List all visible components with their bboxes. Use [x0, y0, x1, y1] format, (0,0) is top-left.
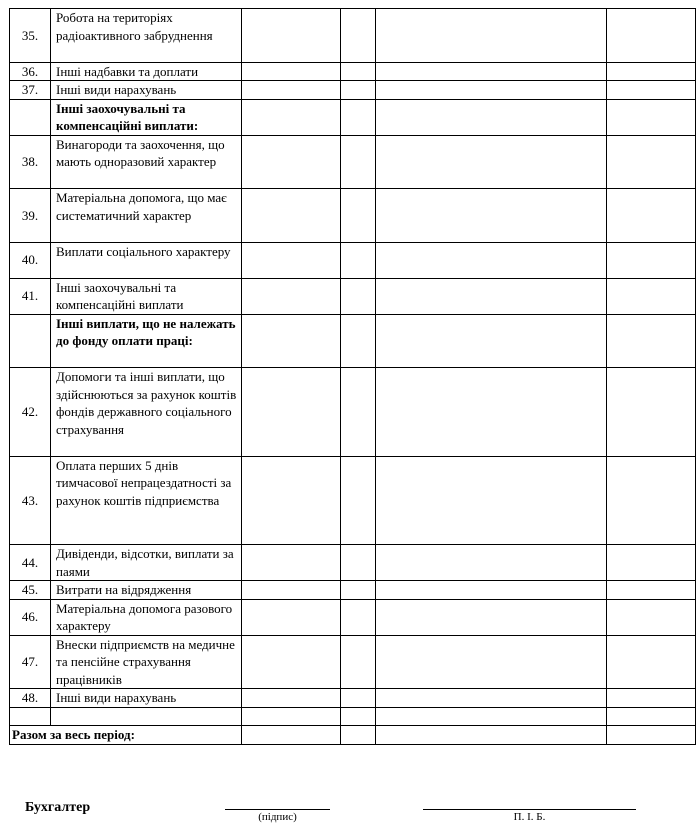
table-cell [607, 707, 696, 726]
row-number: 40. [10, 242, 51, 278]
row-name: Матеріальна допомога, що має систематичний характер [51, 189, 242, 243]
table-cell [242, 189, 341, 243]
table-cell [607, 62, 696, 81]
table-cell [376, 689, 607, 708]
row-number: 43. [10, 456, 51, 545]
table-cell [341, 707, 376, 726]
table-row [10, 707, 696, 726]
table-cell [341, 81, 376, 100]
row-name: Виплати соціального характеру [51, 242, 242, 278]
total-label: Разом за весь період: [10, 726, 242, 745]
table-cell [242, 9, 341, 63]
row-number [10, 707, 51, 726]
row-name: Дивіденди, відсотки, виплати за паями [51, 545, 242, 581]
table-cell [376, 707, 607, 726]
table-cell [607, 189, 696, 243]
table-cell [607, 545, 696, 581]
row-number: 37. [10, 81, 51, 100]
row-name: Інші види нарахувань [51, 689, 242, 708]
table-cell [341, 599, 376, 635]
table-row [10, 368, 696, 457]
table-cell [341, 581, 376, 600]
signature-footer [0, 780, 700, 827]
pib-caption: П. І. Б. [513, 811, 546, 823]
table-cell [607, 599, 696, 635]
table-cell [376, 456, 607, 545]
table-cell [376, 581, 607, 600]
table-cell [242, 278, 341, 314]
table-row [10, 456, 696, 545]
row-name: Інші надбавки та доплати [51, 62, 242, 81]
row-number: 47. [10, 635, 51, 689]
table-cell [341, 726, 376, 745]
table-cell [376, 314, 607, 368]
row-name: Інші заохочувальні та компенсаційні виплати [51, 278, 242, 314]
table-cell [242, 689, 341, 708]
row-name: Допомоги та інші виплати, що здійснюються за рахунок коштів фондів державного соціального страхування [51, 368, 242, 457]
table-row [10, 242, 696, 278]
table-cell [376, 599, 607, 635]
row-number [10, 314, 51, 368]
row-name: Оплата перших 5 днів тимчасової непрацездатності за рахунок коштів підприємства [51, 456, 242, 545]
table-cell [376, 635, 607, 689]
row-number: 42. [10, 368, 51, 457]
row-number: 36. [10, 62, 51, 81]
table-cell [242, 81, 341, 100]
table-cell [376, 99, 607, 135]
table-cell [242, 62, 341, 81]
row-name: Інші виплати, що не належать до фонду оплати праці: [51, 314, 242, 368]
table-cell [341, 278, 376, 314]
table-cell [341, 9, 376, 63]
table-cell [607, 99, 696, 135]
row-name: Робота на територіях радіоактивного забруднення [51, 9, 242, 63]
row-name: Інші види нарахувань [51, 81, 242, 100]
table-cell [341, 545, 376, 581]
table-cell [242, 368, 341, 457]
table-cell [607, 314, 696, 368]
row-name: Винагороди та заохочення, що мають одноразовий характер [51, 135, 242, 189]
table-cell [341, 314, 376, 368]
table-row [10, 545, 696, 581]
signature-line [225, 809, 330, 810]
table-row [10, 189, 696, 243]
table-cell [376, 278, 607, 314]
table-cell [242, 581, 341, 600]
table-cell [242, 456, 341, 545]
row-name: Витрати на відрядження [51, 581, 242, 600]
table-row [10, 62, 696, 81]
table-row [10, 135, 696, 189]
row-number: 38. [10, 135, 51, 189]
row-number: 35. [10, 9, 51, 63]
table-cell [341, 99, 376, 135]
table-row [10, 599, 696, 635]
row-name: Інші заохочувальні та компенсаційні виплати: [51, 99, 242, 135]
table-row [10, 689, 696, 708]
table-cell [607, 135, 696, 189]
table-cell [376, 9, 607, 63]
table-cell [341, 189, 376, 243]
table-row [10, 314, 696, 368]
table-cell [607, 9, 696, 63]
table-cell [376, 189, 607, 243]
table-cell [607, 581, 696, 600]
table-cell [607, 368, 696, 457]
row-number: 44. [10, 545, 51, 581]
table-cell [607, 635, 696, 689]
table-row [10, 9, 696, 63]
pib-line [423, 809, 636, 810]
row-number: 46. [10, 599, 51, 635]
table-cell [242, 635, 341, 689]
table-cell [341, 62, 376, 81]
table-row [10, 81, 696, 100]
table-cell [242, 242, 341, 278]
total-row [10, 726, 696, 745]
table-cell [242, 135, 341, 189]
table-cell [242, 314, 341, 368]
payroll-table [9, 8, 696, 745]
table-cell [607, 726, 696, 745]
signature-caption: (підпис) [258, 811, 297, 823]
table-cell [607, 689, 696, 708]
table-row [10, 635, 696, 689]
table-cell [376, 242, 607, 278]
table-cell [607, 81, 696, 100]
table-cell [242, 99, 341, 135]
table-cell [341, 689, 376, 708]
table-cell [607, 278, 696, 314]
table-cell [376, 726, 607, 745]
table-cell [376, 368, 607, 457]
row-number: 39. [10, 189, 51, 243]
table-cell [341, 242, 376, 278]
table-row [10, 99, 696, 135]
row-number: 45. [10, 581, 51, 600]
table-cell [242, 545, 341, 581]
row-name [51, 707, 242, 726]
row-number [10, 99, 51, 135]
row-number: 48. [10, 689, 51, 708]
table-cell [607, 456, 696, 545]
row-name: Внески підприємств на медичне та пенсійне страхування працівників [51, 635, 242, 689]
table-cell [376, 62, 607, 81]
table-cell [376, 545, 607, 581]
table-cell [341, 135, 376, 189]
row-number: 41. [10, 278, 51, 314]
table-cell [242, 599, 341, 635]
table-row [10, 581, 696, 600]
row-name: Матеріальна допомога разового характеру [51, 599, 242, 635]
table-cell [376, 135, 607, 189]
table-cell [341, 635, 376, 689]
accountant-label: Бухгалтер [25, 800, 91, 815]
table-cell [341, 456, 376, 545]
table-cell [341, 368, 376, 457]
table-cell [242, 726, 341, 745]
table-cell [376, 81, 607, 100]
table-row [10, 278, 696, 314]
table-cell [607, 242, 696, 278]
table-cell [242, 707, 341, 726]
